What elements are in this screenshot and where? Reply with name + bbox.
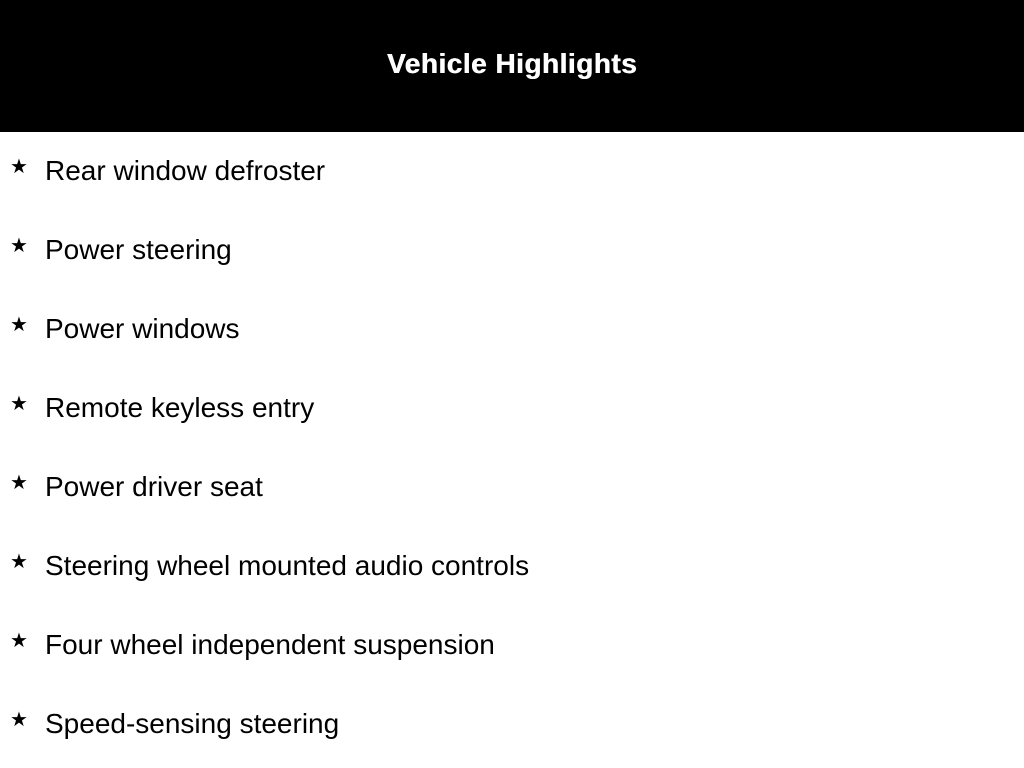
list-item-label: Four wheel independent suspension [45, 629, 495, 660]
highlights-list [0, 132, 1024, 764]
list-item-label: Power windows [45, 313, 240, 344]
star-icon: ★ [10, 628, 28, 652]
list-item-label: Steering wheel mounted audio controls [45, 550, 530, 581]
list-item [0, 527, 1024, 606]
list-item [0, 369, 1024, 448]
star-icon: ★ [10, 549, 28, 573]
star-icon: ★ [10, 707, 28, 731]
star-icon: ★ [10, 154, 28, 178]
list-item-label: Remote keyless entry [45, 392, 315, 423]
list-item-label: Power steering [45, 234, 232, 265]
star-icon: ★ [10, 391, 28, 415]
list-item [0, 211, 1024, 290]
list-item-label: Speed-sensing steering [45, 708, 340, 739]
list-item-label: Power driver seat [45, 471, 263, 502]
star-icon: ★ [10, 470, 28, 494]
header-banner [0, 0, 1024, 132]
list-item-label: Rear window defroster [45, 155, 326, 186]
list-item [0, 606, 1024, 685]
list-item [0, 685, 1024, 764]
list-item [0, 132, 1024, 211]
star-icon: ★ [10, 312, 28, 336]
list-item [0, 448, 1024, 527]
star-icon: ★ [10, 233, 28, 257]
page-title: Vehicle Highlights [386, 48, 638, 79]
list-item [0, 290, 1024, 369]
